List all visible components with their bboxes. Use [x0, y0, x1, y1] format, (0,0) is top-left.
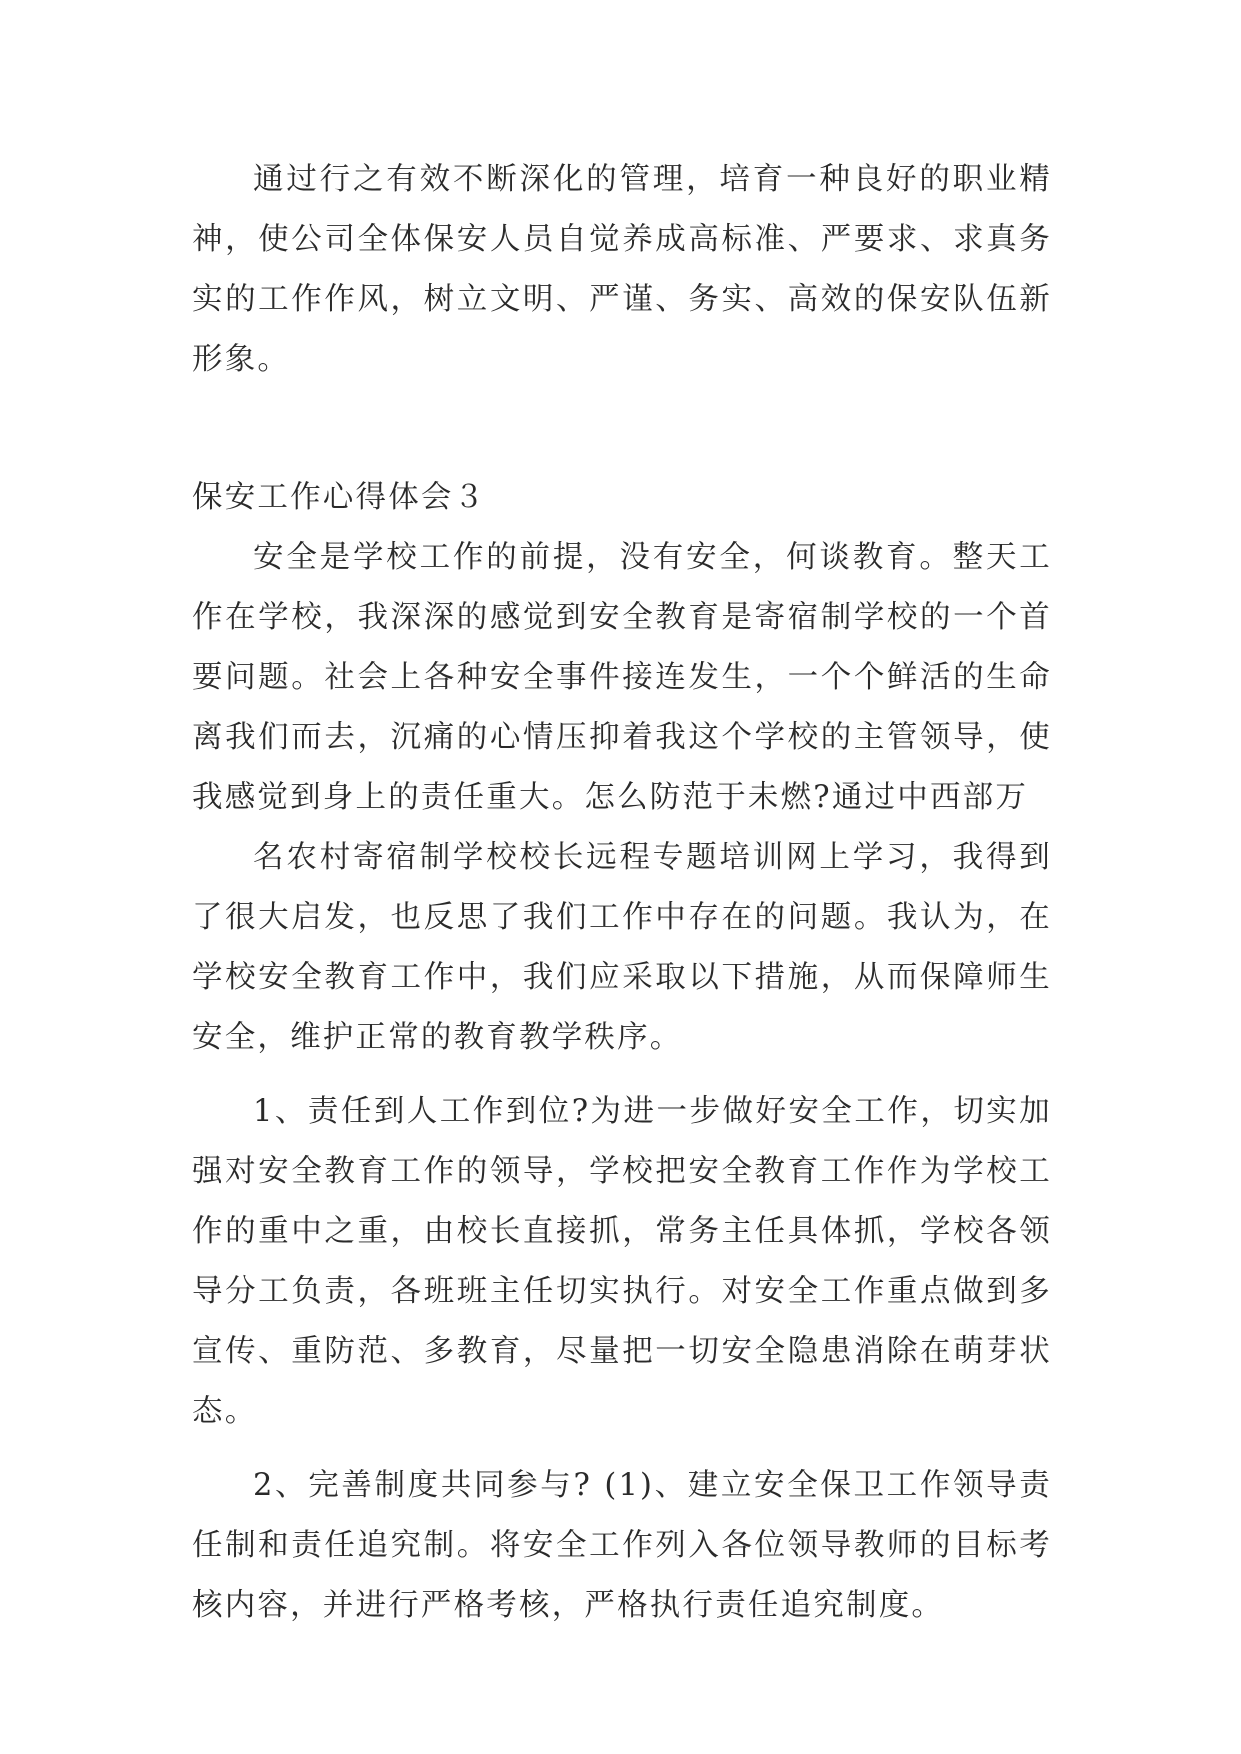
paragraph-4: 1、责任到人工作到位?为进一步做好安全工作，切实加强对安全教育工作的领导，学校把安全教育工作作为学校工作的重中之重，由校长直接抓，常务主任具体抓，学校各领导分工负责，各班班主任切实执行。对安全工作重点做到多宣传、重防范、多教育，尽量把一切安全隐患消除在萌芽状态。: [192, 1094, 1052, 1429]
paragraph-1: 通过行之有效不断深化的管理，培育一种良好的职业精神，使公司全体保安人员自觉养成高标准、严要求、求真务实的工作作风，树立文明、严谨、务实、高效的保安队伍新形象。: [192, 162, 1052, 377]
paragraph-5: 2、完善制度共同参与? (1)、建立安全保卫工作领导责任制和责任追究制。将安全工作列入各位领导教师的目标考核内容，并进行严格考核，严格执行责任追究制度。: [192, 1468, 1052, 1623]
document-page: [192, 150, 1052, 1636]
paragraph-3: 名农村寄宿制学校校长远程专题培训网上学习，我得到了很大启发，也反思了我们工作中存在的问题。我认为，在学校安全教育工作中，我们应采取以下措施，从而保障师生安全，维护正常的教育教学秩序。: [192, 840, 1052, 1055]
section-heading: 保安工作心得体会３: [192, 480, 487, 515]
paragraph-2: 安全是学校工作的前提，没有安全，何谈教育。整天工作在学校，我深深的感觉到安全教育是寄宿制学校的一个首要问题。社会上各种安全事件接连发生，一个个鲜活的生命离我们而去，沉痛的心情压抑着我这个学校的主管领导，使我感觉到身上的责任重大。怎么防范于未燃?通过中西部万: [192, 540, 1052, 815]
